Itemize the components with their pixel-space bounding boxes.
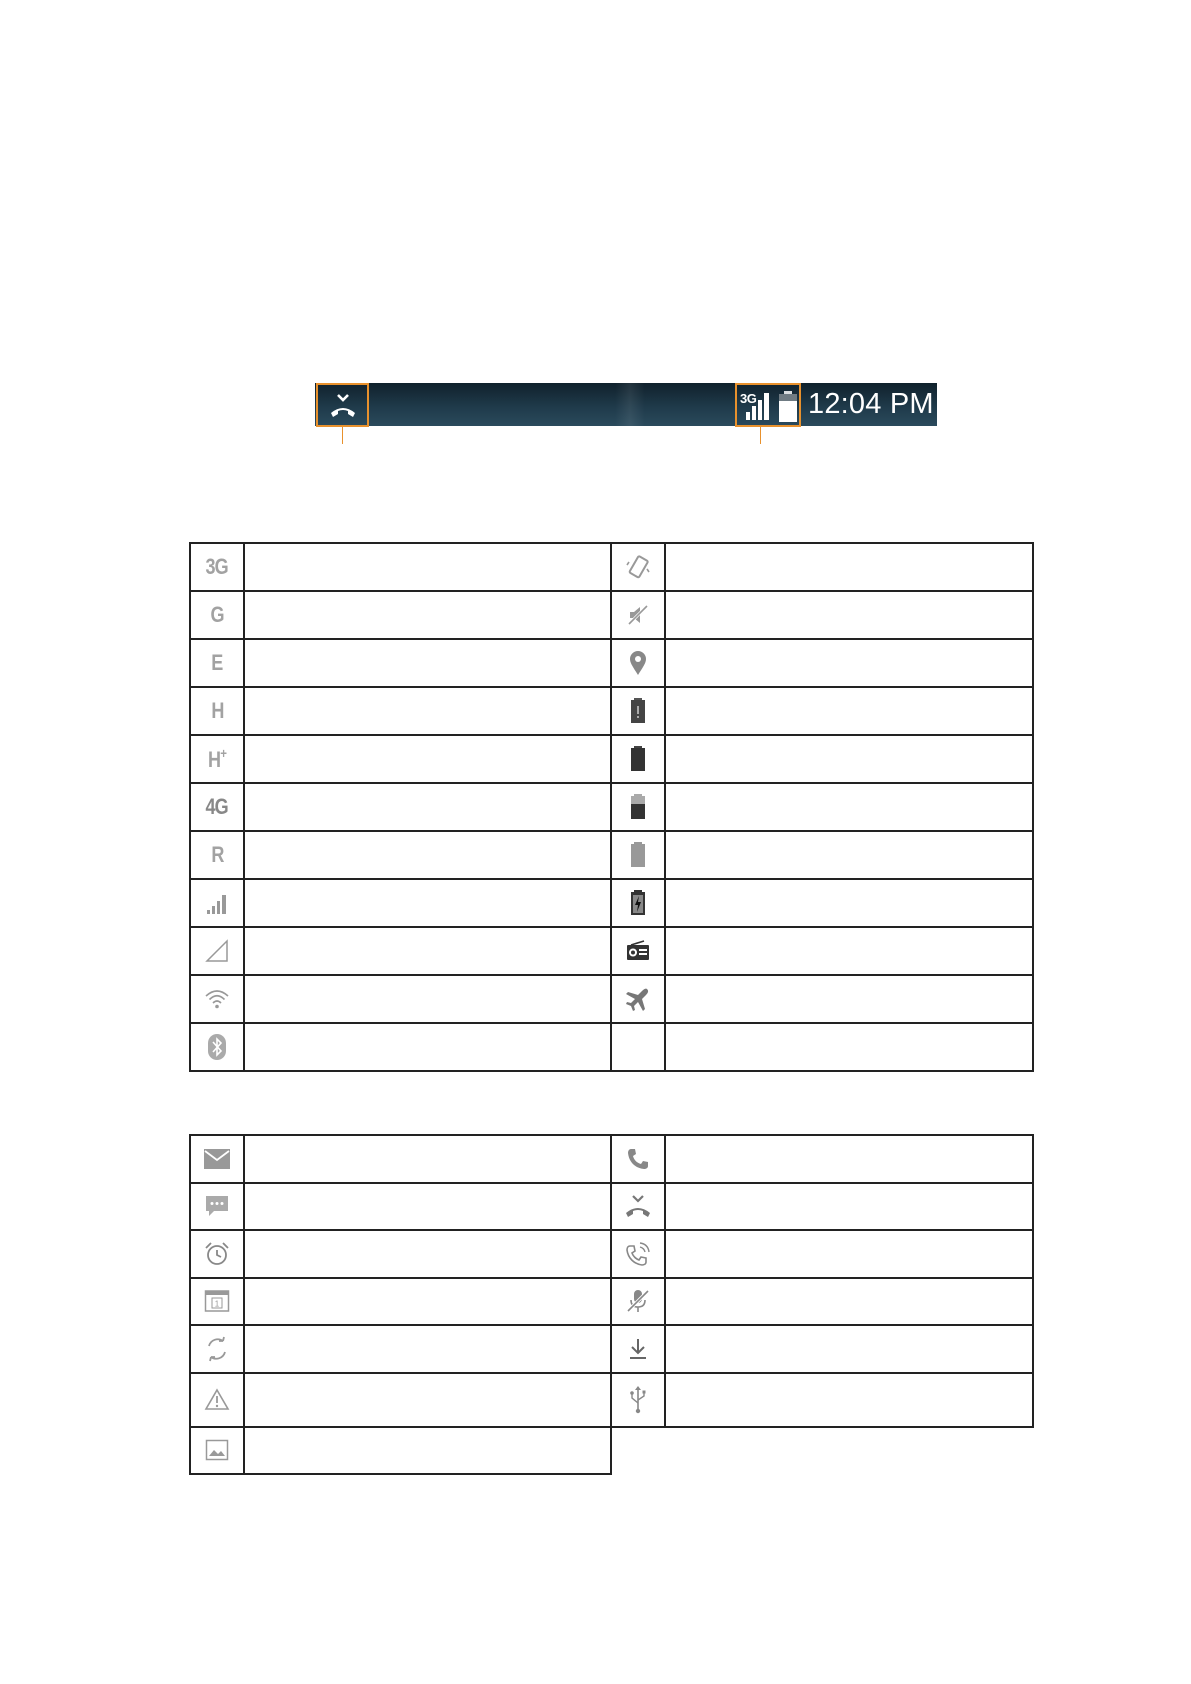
table-row: [190, 831, 1033, 879]
battery-empty-icon: [629, 697, 647, 725]
description-cell: [244, 687, 611, 735]
description-cell: [665, 831, 1033, 879]
description-cell: [244, 1278, 611, 1326]
status-bar-time: 12:04 PM: [808, 388, 934, 420]
description-cell: [665, 927, 1033, 975]
message-icon: [204, 1193, 230, 1219]
roaming-icon: R: [210, 842, 224, 867]
description-cell: [244, 1135, 611, 1183]
description-cell: [665, 1183, 1033, 1231]
3g-icon: 3G: [740, 391, 757, 406]
description-cell: [665, 687, 1033, 735]
location-icon: [625, 649, 651, 677]
highlight-status-area: [735, 383, 801, 427]
description-cell: [244, 783, 611, 831]
empty-icon-cell: [611, 1023, 665, 1071]
description-cell: [244, 1230, 611, 1278]
callout-line-right: [760, 427, 761, 444]
screenshot-icon: [204, 1438, 230, 1462]
empty-cell: [611, 1427, 665, 1475]
description-cell: [244, 1183, 611, 1231]
table-row: [190, 1023, 1033, 1071]
description-cell: [665, 591, 1033, 639]
hspa-plus-letter: H: [207, 747, 221, 772]
missed-call-icon: [625, 1193, 651, 1219]
fm-radio-icon: [625, 940, 651, 962]
highlight-notification-area: [316, 383, 369, 427]
table-row: [190, 687, 1033, 735]
hspa-plus-superscript: +: [220, 745, 227, 761]
description-cell: [665, 1230, 1033, 1278]
battery-full-icon: [629, 745, 647, 773]
description-cell: [665, 639, 1033, 687]
3g-icon: 3G: [205, 554, 229, 579]
description-cell: [244, 735, 611, 783]
table-row: [190, 783, 1033, 831]
table-row: [190, 1325, 1033, 1373]
hspa-icon: H: [210, 698, 224, 723]
battery-charging-icon: [629, 889, 647, 917]
calendar-icon: [204, 1289, 230, 1313]
notification-icons-table: [189, 1134, 1034, 1475]
description-cell: [244, 543, 611, 591]
table-row: [190, 1373, 1033, 1427]
table-row: [190, 1135, 1033, 1183]
description-cell: [244, 1325, 611, 1373]
table-row: [190, 1183, 1033, 1231]
table-row: [190, 591, 1033, 639]
description-cell: [665, 975, 1033, 1023]
mic-muted-icon: [625, 1288, 651, 1314]
battery-low-icon: [629, 841, 647, 869]
description-cell: [665, 1135, 1033, 1183]
table-row: [190, 927, 1033, 975]
description-cell: [665, 1023, 1033, 1071]
table-row: [190, 639, 1033, 687]
table-row: [190, 1230, 1033, 1278]
table-row: [190, 879, 1033, 927]
gprs-icon: G: [210, 602, 224, 627]
no-signal-icon: [204, 938, 230, 964]
description-cell: [244, 1023, 611, 1071]
description-cell: [244, 927, 611, 975]
battery-half-icon: [629, 793, 647, 821]
mute-icon: [625, 602, 651, 628]
edge-icon: E: [211, 650, 223, 675]
description-cell: [665, 543, 1033, 591]
table-row: [190, 1427, 1033, 1475]
vibrate-icon: [625, 554, 651, 580]
signal-strength-icon: [204, 890, 230, 916]
download-icon: [625, 1336, 651, 1362]
status-icons-table: [189, 542, 1034, 1072]
description-cell: [665, 735, 1033, 783]
table-row: [190, 543, 1033, 591]
status-bar-sheen: [615, 383, 645, 426]
description-cell: [665, 1278, 1033, 1326]
description-cell: [244, 879, 611, 927]
callout-line-left: [342, 427, 343, 444]
warning-icon: [204, 1387, 230, 1413]
description-cell: [665, 1373, 1033, 1427]
usb-icon: [625, 1385, 651, 1415]
description-cell: [665, 879, 1033, 927]
description-cell: [244, 1427, 611, 1475]
calendar-date: 1: [214, 1299, 220, 1309]
email-icon: [203, 1148, 231, 1170]
description-cell: [244, 975, 611, 1023]
table-row: [190, 735, 1033, 783]
call-icon: [625, 1146, 651, 1172]
empty-cell: [665, 1427, 1033, 1475]
airplane-mode-icon: [625, 986, 651, 1012]
table-row: [190, 1278, 1033, 1326]
bluetooth-icon: [207, 1033, 227, 1061]
description-cell: [244, 639, 611, 687]
description-cell: [244, 591, 611, 639]
description-cell: [244, 831, 611, 879]
4g-icon: 4G: [205, 794, 229, 819]
description-cell: [665, 1325, 1033, 1373]
description-cell: [244, 1373, 611, 1427]
alarm-icon: [204, 1241, 230, 1267]
wifi-icon: [204, 988, 230, 1010]
hspa-plus-icon: [208, 745, 226, 773]
call-in-progress-icon: [625, 1241, 651, 1267]
description-cell: [665, 783, 1033, 831]
table-row: [190, 975, 1033, 1023]
sync-icon: [204, 1336, 230, 1362]
